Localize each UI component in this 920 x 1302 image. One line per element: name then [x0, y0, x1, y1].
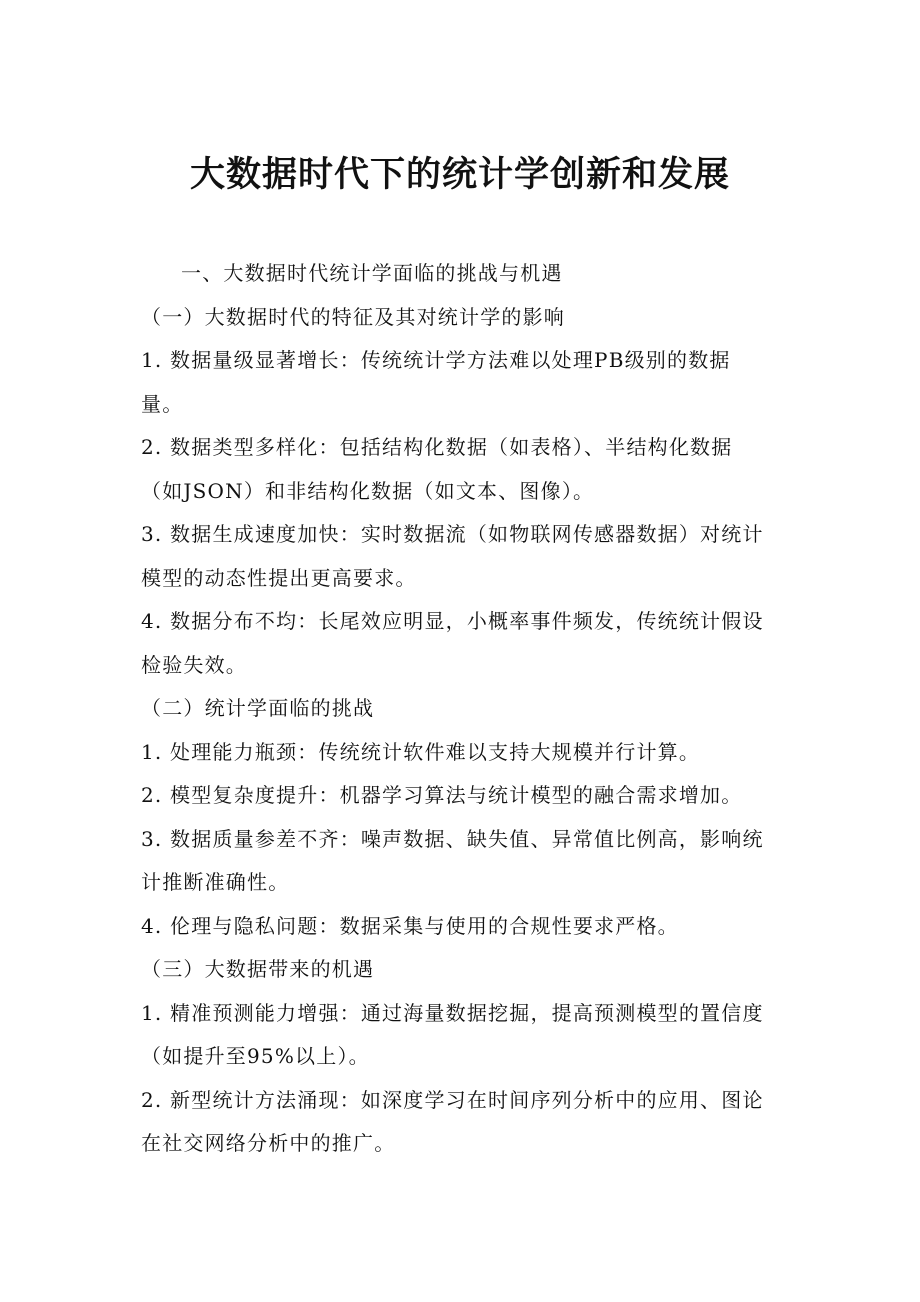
paragraph-line: 4. 数据分布不均：长尾效应明显，小概率事件频发，传统统计假设 — [141, 609, 764, 633]
paragraph-line: 1. 数据量级显著增长：传统统计学方法难以处理PB级别的数据 — [141, 348, 731, 372]
paragraph-line: 3. 数据质量参差不齐：噪声数据、缺失值、异常值比例高，影响统 — [141, 826, 764, 851]
subsection-heading-2: （二）统计学面临的挑战 — [141, 696, 375, 720]
paragraph-line: 1. 处理能力瓶颈：传统统计软件难以支持大规模并行计算。 — [141, 739, 701, 764]
paragraph-line: 2. 新型统计方法涌现：如深度学习在时间序列分析中的应用、图论 — [141, 1087, 764, 1112]
subsection-heading-3: （三）大数据带来的机遇 — [141, 957, 375, 981]
paragraph-line: 2. 数据类型多样化：包括结构化数据（如表格）、半结构化数据 — [141, 435, 733, 459]
paragraph-line: 3. 数据生成速度加快：实时数据流（如物联网传感器数据）对统计 — [141, 522, 764, 546]
paragraph-line: 2. 模型复杂度提升：机器学习算法与统计模型的融合需求增加。 — [141, 783, 743, 807]
document-title: 大数据时代下的统计学创新和发展 — [189, 155, 730, 195]
paragraph-line: 检验失效。 — [141, 652, 247, 677]
paragraph-line: （如提升至95%以上）。 — [141, 1044, 370, 1068]
document-body — [141, 252, 783, 1166]
paragraph-line: 1. 精准预测能力增强：通过海量数据挖掘，提高预测模型的置信度 — [141, 1000, 764, 1025]
paragraph-line: （如JSON）和非结构化数据（如文本、图像）。 — [141, 478, 595, 503]
paragraph-line: 4. 伦理与隐私问题：数据采集与使用的合规性要求严格。 — [141, 913, 679, 938]
subsection-heading-1: （一）大数据时代的特征及其对统计学的影响 — [141, 304, 565, 329]
paragraph-line: 量。 — [141, 391, 184, 416]
paragraph-line: 计推断准确性。 — [141, 870, 290, 894]
paragraph-line: 在社交网络分析中的推广。 — [141, 1131, 396, 1155]
section-heading-1: 一、大数据时代统计学面临的挑战与机遇 — [181, 261, 563, 285]
paragraph-line: 模型的动态性提出更高要求。 — [141, 565, 417, 590]
